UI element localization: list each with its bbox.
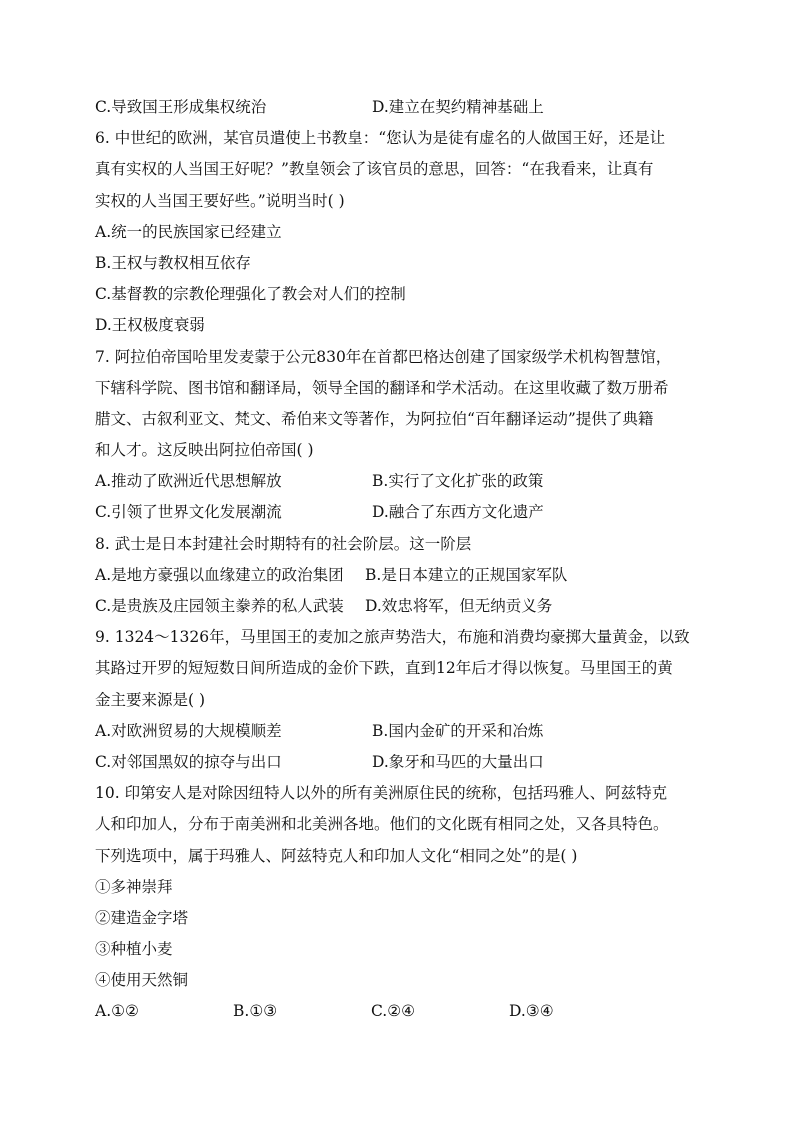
q9-options-row-2 <box>95 747 695 778</box>
q10-item-3: ③种植小麦 <box>95 940 173 959</box>
q7-option-b: B.实行了文化扩张的政策 <box>372 472 544 491</box>
question-7-stem-line-2: 下辖科学院、图书馆和翻译局，领导全国的翻译和学术活动。在这里收藏了数万册希 <box>95 378 669 397</box>
question-7-stem-line-4: 和人才。这反映出阿拉伯帝国( ) <box>95 441 314 460</box>
question-10-stem-line-3: 下列选项中，属于玛雅人、阿兹特克人和印加人文化“相同之处”的是( ) <box>95 846 578 865</box>
q9-options-row-1 <box>95 716 695 747</box>
q7-option-a: A.推动了欧洲近代思想解放 <box>95 472 282 491</box>
q10-option-a: A.①② <box>95 1002 139 1021</box>
q9-option-c: C.对邻国黑奴的掠夺与出口 <box>95 752 282 771</box>
question-7-stem-line-3: 腊文、古叙利亚文、梵文、希伯来文等著作，为阿拉伯“百年翻译运动”提供了典籍 <box>95 409 654 428</box>
q8-options-row-1 <box>95 560 695 591</box>
q10-options-row <box>95 996 695 1027</box>
question-10 <box>95 778 695 1028</box>
q5-option-c: C.导致国王形成集权统治 <box>95 98 267 116</box>
q8-option-d: D.效忠将军，但无纳贡义务 <box>365 597 553 615</box>
q6-option-b: B.王权与教权相互依存 <box>95 253 251 272</box>
q9-option-b: B.国内金矿的开采和冶炼 <box>372 721 544 740</box>
q6-option-d: D.王权极度衰弱 <box>95 316 205 335</box>
question-6-stem-line-3: 实权的人当国王要好些。”说明当时( ) <box>95 191 345 210</box>
q9-option-d: D.象牙和马匹的大量出口 <box>372 752 544 771</box>
question-9 <box>95 622 695 778</box>
q8-option-c: C.是贵族及庄园领主豢养的私人武装 <box>95 597 344 615</box>
question-9-stem-line-3: 金主要来源是( ) <box>95 690 206 709</box>
q10-item-4: ④使用天然铜 <box>95 971 189 990</box>
q7-option-d: D.融合了东西方文化遗产 <box>372 503 544 522</box>
question-10-stem-line-1: 10. 印第安人是对除因纽特人以外的所有美洲原住民的统称，包括玛雅人、阿兹特克 <box>95 784 668 803</box>
question-9-stem-line-1: 9. 1324～1326年，马里国王的麦加之旅声势浩大，布施和消费均豪掷大量黄金，以致 <box>95 628 690 647</box>
q7-option-c: C.引领了世界文化发展潮流 <box>95 503 282 522</box>
question-7-stem-line-1: 7. 阿拉伯帝国哈里发麦蒙于公元830年在首都巴格达创建了国家级学术机构智慧馆， <box>95 347 672 366</box>
question-6-stem-line-2: 真有实权的人当国王好呢？”教皇领会了该官员的意思，回答：“在我看来，让真有 <box>95 160 654 179</box>
q7-options-row-2 <box>95 497 695 528</box>
question-7 <box>95 342 695 529</box>
q9-option-a: A.对欧洲贸易的大规模顺差 <box>95 721 282 740</box>
question-8-stem-line-1: 8. 武士是日本封建社会时期特有的社会阶层。这一阶层 <box>95 534 472 553</box>
q7-options-row-1 <box>95 466 695 497</box>
q8-options-row-2 <box>95 591 695 622</box>
q10-item-1: ①多神崇拜 <box>95 877 173 896</box>
q6-option-a: A.统一的民族国家已经建立 <box>95 222 282 241</box>
question-10-stem-line-2: 人和印加人，分布于南美洲和北美洲各地。他们的文化既有相同之处，又各具特色。 <box>95 815 669 834</box>
q8-option-b: B.是日本建立的正规国家军队 <box>365 565 568 584</box>
question-9-stem-line-2: 其路过开罗的短短数日间所造成的金价下跌，直到12年后才得以恢复。马里国王的黄 <box>95 659 673 678</box>
exam-page <box>95 92 695 1028</box>
q10-option-b: B.①③ <box>233 1002 278 1021</box>
question-8 <box>95 529 695 623</box>
q10-item-2: ②建造金字塔 <box>95 908 189 927</box>
q10-option-d: D.③④ <box>509 1002 554 1021</box>
question-6 <box>95 123 695 341</box>
q8-option-a: A.是地方豪强以血缘建立的政治集团 <box>95 565 344 584</box>
q6-option-c: C.基督教的宗教伦理强化了教会对人们的控制 <box>95 285 406 304</box>
q5-option-d: D.建立在契约精神基础上 <box>372 98 544 116</box>
q10-option-c: C.②④ <box>371 1002 416 1021</box>
q5-options-row <box>95 92 695 123</box>
question-6-stem-line-1: 6. 中世纪的欧洲，某官员遣使上书教皇：“您认为是徒有虚名的人做国王好，还是让 <box>95 129 666 148</box>
